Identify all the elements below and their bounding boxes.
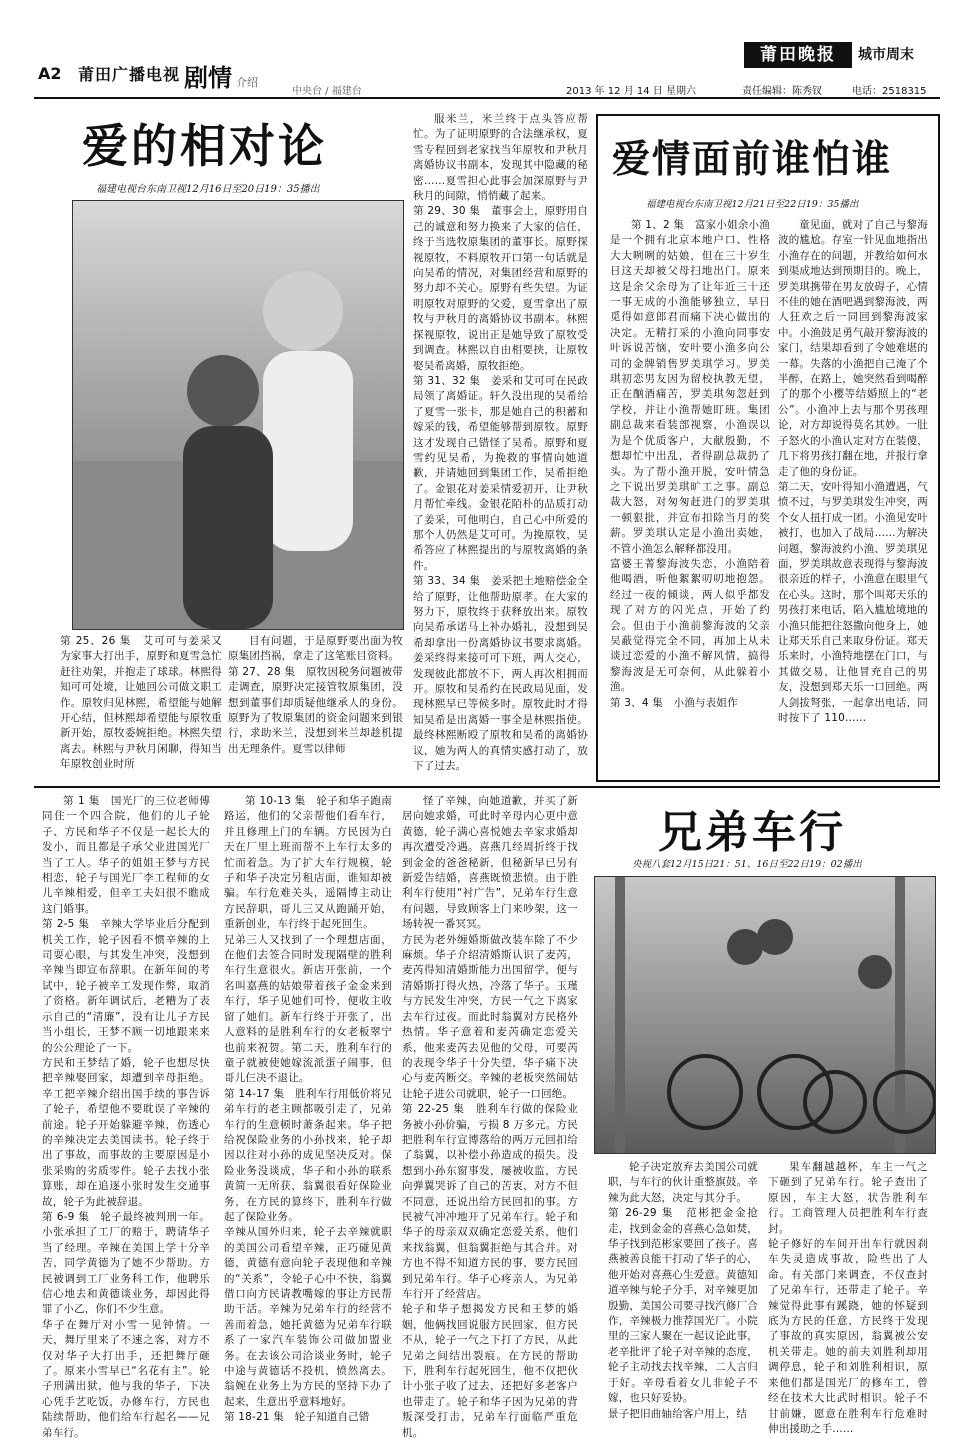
story2-text-right bbox=[778, 218, 928, 768]
mid-divider bbox=[34, 786, 940, 788]
story1-photo bbox=[72, 200, 404, 630]
story3-col1-p: 第 1 集 国光厂的三位老师傅同住一个四合院，他们的儿子轮子、方民和华子不仅是一起长大的发小，而且都是子承父业进国光厂当了工人。华子的姐姐王梦与方民相恋，轮子与国光厂李工程师的女儿辛辣相爱，但辛工夫妇很不瞧成这门婚事。 第 2-5 集 辛辣大学毕业后分配到机关工作，轮子因看不惯辛辣的上司耍心眼，与其发生冲突，没想到辛辣当即宣布辞职。在新年间的考试中，轮子被辛工发现作弊，取消了资格。新年调试后，老糟为了表示自己的“清廉”，没有让儿子方民当小组长，王梦不顾一切地跟来来的公公理论了一下。 方民和王梦结了婚，轮子也想尽快把辛辣娶回家，却遭到辛母拒绝。辛工把辛辣介绍出国手续的事告诉了轮子，希望他不要耽误了辛辣的前途。轮子开始躲避辛辣，伤透心的辛辣决定去美国读书。轮子终于出了事故，而事故的主要原因是小张采购的劣质零件。轮子去找小张算账，却在追逐小张时发生交通事故，轮子为此被辞退。 第 6-9 集 轮子最终被判刑一年。小张承担了工厂的赔于，聘请华子当了经理。辛辣在美国上学十分辛苦，同学黄德为了她不少帮助。方民被调到工厂业务科工作，他聘乐信心地去和黄德谈业务，却因此得罪了小乙，你们不少生意。 华子在舞厅对小雪一见钟情。一天，舞厅里来了不速之客，对方不仅对华子大打出手，还把舞厅砸了。原来小雪早已“名花有主”。轮子刑满出狱，他与我的华子，下决心凭手艺吃饭，办修车行，方民也陆续帮助，他们给车行起名——兄弟车行。 bbox=[42, 795, 210, 1439]
weekly-label: 城市周末 bbox=[858, 47, 914, 63]
page-number: A2 bbox=[38, 64, 62, 83]
channels: 中央台 / 福建台 bbox=[292, 86, 362, 97]
story3-text-col3 bbox=[402, 794, 578, 1442]
issue-date: 2013 年 12 月 14 日 星期六 bbox=[566, 86, 696, 97]
story3-text-col4 bbox=[608, 1160, 758, 1442]
story1-text-left: 第 25、26 集 艾可可与姜采又为家事大打出手，原野和夏雪急忙赶往劝架，并抱走了球球。林熙得知可可处境，让她回公司做文职工作。原牧归见林熙，希望能与她解开心结，但林熙却希望能与原牧重新开始，原牧委婉拒绝。林熙失望离去。林熙与尹秋月闲聊，得知当年原牧创业时所 bbox=[60, 635, 222, 771]
header-rule bbox=[34, 97, 940, 99]
couple-photo-illustration bbox=[73, 201, 403, 629]
story1-text-mid bbox=[228, 634, 403, 774]
masthead-right: 莆田晚报 bbox=[744, 42, 852, 68]
story3-text-col2 bbox=[224, 794, 392, 1442]
story3-text-col5 bbox=[768, 1160, 928, 1442]
story3-col2-p: 第 10-13 集 轮子和华子跑南路运，他们的父亲帮他们看车行，并且修理上门的车辆。方民因为白天在厂里上班而帮不上车行太多的忙而着急。为了扩大车行规模，轮子和华子决定另租店面，谁知却被骗。车行危难关头，遥隔博主动让方民辞职，哥儿三又从跑踊开始，重新创业，车行终于起死回生。 兄弟三人又找到了一个理想店面，在他们去签合同时发现隔壁的胜利车行生意很火。新店开张前，一个名叫嘉燕的姑娘带着孩子金金来到车行，华子见她们可怜，便收主收留了她们。新车行终于开张了，出人意料的是胜利车行的女老板翠宁也前来祝贺。第二天，胜利车行的童子就被使她嫁流派蛋子闹事，但哥儿仨决不退让。 第 14-17 集 胜利车行用低价将兄弟车行的老主顾都吸引走了，兄弟车行的生意顿时萧条起来。华子把给祝保险业务的小孙找来，轮子却因以往对小孙的成见坚决反对。保险业务没谈成，华子和小孙的联系黄简一无所获，翁翼很看好保险业务，在方民的算终下，胜利车行做起了保险业务。 辛辣从国外归来，轮子去辛辣就职的美国公司看望辛辣，正巧碰见黄德，黄德有意向轮子表现他和辛辣的“关系”，令轮子心中不快，翁翼借口向方民请教嘴嫁的事让方民帮助干活。辛辣为兄弟车行的经营不善而着急，她托黄德为兄弟车行联系了一家汽车装饰公司做加盟业务。在去该公司洽谈业务时，轮子中途与黄德话不投机，愤然离去。翁婉在业务上为方民的坚持下办了起来，生意出乎意料地好。 第 18-21 集 轮子知道自己错 bbox=[224, 795, 392, 1424]
section-title: 剧情 bbox=[184, 64, 232, 92]
story2-subtitle: 福建电视台东南卫视12月21日至22日19：35播出 bbox=[646, 199, 859, 210]
story1-text-right bbox=[413, 112, 588, 776]
story3-title: 兄弟车行 bbox=[658, 807, 846, 858]
story1-mid-p: 目有问题，于是原野要出面为牧原集团挡祸，拿走了这笔账目资料。 第 27、28 集 原牧因税务问题被带走调查，原野决定接管牧原集团，没想到董事们却质疑他继承人的身份。原野为了牧原集团的资金问题来到银行，求助米兰，没想到米兰却趁机提出无理条件。夏雪以律师 bbox=[228, 635, 403, 755]
story2-text-left bbox=[610, 218, 770, 768]
phone: 电话：2518315 bbox=[852, 86, 927, 97]
story3-col4-p: 轮子决定放弃去美国公司就职，与车行的伙计重整旗鼓。辛辣为此大怒，决定与其分手。 第 26-29 集 范彬把金金抢走，找到金金的喜燕心急如焚，华子找到范彬家要回了孩子。喜燕被善良能干打动了华子的心，他开始对喜燕心生爱意。黄德知道辛辣与轮子分手，对辛辣更加殷勤，美国公司要寻找汽修厂合作，辛辣极力推荐国光厂。小院里的三家人聚在一起议论此事，老辛批评了轮子对辛辣的态度，轮子主动找去找辛辣，二人言归于好。辛母看着女儿非轮子不嫁，也只好妥协。 景子把旧曲轴给客户用上，结 bbox=[608, 1161, 758, 1420]
story3-photo bbox=[594, 876, 936, 1154]
story1-right-p: 服米兰，米兰终于点头答应帮忙。为了证明原野的合法继承权，夏雪专程回到老家找当年原牧和尹秋月离婚协议书副本，发现其中隐藏的秘密……夏雪担心此事会加深原野与尹秋月的间隙，悄悄藏了起来。 第 29、30 集 董事会上，原野用自己的诚意和努力换来了大家的信任，终于当选牧原集团的董事长。原野探视原牧，不料原牧开口第一句话就是向吴希的情况，对集团经营和原野的努力却不关心。原野有些失望。为证明原牧对原野的父爱，夏雪拿出了原牧与尹秋月的离婚协议书副本。林熙探视原牧，说出正是她导致了原牧受到调查。林熙以自由相要挟，让原牧娶吴希离婚，原牧拒绝。 第 31、32 集 姜采和艾可可在民政局领了离婚证。轩久没出现的吴希给了夏雪一张卡，那是她自己的积蓄和嫁采的钱，希望能够帮到原牧。原野这才发现自己错怪了吴希。原野和夏雪约见吴希，为挽救的事情向她道歉，并请她回到集团工作，吴希拒绝了。金银花对姜采情爱初开，让尹秋月帮忙牵线。金银花陌朴的品质打动了姜采，可他明白，自己心中所爱的那个人仍然是艾可可。为挽原牧，吴希答应了林熙提出的与原牧离婚的条件。 第 33、34 集 姜采把土地赔偿金全给了原野，让他帮助原孝。在大家的努力下，原牧终于获释放出来。原牧向吴希承诺马上补办婚礼，没想到吴希却拿出一份离婚协议书要求离婚。姜采终得来接可可下班，两人交心，发现彼此都放不下，两人再次相拥而开。原牧和吴希约在民政局见面，发现林熙早已等候多时。原牧此时才得知吴希是出离婚一事全是林熙指使。最终林熙断殴了原牧和吴希的离婚协议，她为两人的真情实感打动了，放下了过去。 bbox=[413, 113, 588, 773]
bicycle-photo-illustration bbox=[595, 877, 935, 1153]
story2-left-p: 第 1、2 集 富家小姐余小渔是一个拥有北京本地户口、性格大大咧咧的姑娘，但在三十岁生日这天却被父母扫地出门。原来这是余父余母为了让年近三十还一事无成的小渔能够独立，早日觅得如意郎君而痛下决心做出的决定。无精打采的小渔向同事安叶诉说苦恼，安叶要小渔多向公司的金牌销售罗美琪学习。罗美琪初恋男友因为留校执教无望，正在酗酒痛苦，罗美琪匆忽赶到学校，并让小渔帮她盯班。集团副总裁来看装部视察，小渔误以为是个优质客户，大献殷勤，不想却忙中出乱，者得副总裁扔了头。为了帮小渔开脱，安叶情急之下说出罗美琪旷工之事。副总裁大怒，对匆匆赶进门的罗美琪一顿狠批，并宣布扣除当月的奖薪。罗美琪认定是小渔出卖她，不管小渔怎么解释都没用。 富婆王菁黎海波失恋，小渔陪着他喝酒，听他絮絮叨叨地抱怨。经过一夜的倾谈，两人似乎都发现了对方的闪光点，开始了约会。但由于小渔前黎海波的父亲吴蔽觉得完全不同，再加上从未谈过恋爱的小渔不解风情，搞得黎海波是无可奈何，从此躲着小渔。 第 3、4 集 小渔与表姐作 bbox=[610, 219, 770, 709]
story3-col3-p: 怪了辛辣，向她道歉，并买了新居向她求婚，可此时辛母内心更中意黄德，轮子满心喜悦她去辛家求婚却再次遭受冷遇。喜燕几经周折终于找到金金的爸爸秘新，但秘新早已另有新爱告结婚，喜燕既愤悲愤。由于胜利车行使用“衬广告”，兄弟车行生意有问题，导致顾客上门来吵架，这一场转祝一番冥冥。 方民为老外缠婚斯做改装车除了不少麻烦。华子介绍清婚斯认识了麦芮，麦芮得知清婚斯能力出国留学，便与清婚斯打得火热，冷落了华子。玉瑾与方民发生冲突，方民一气之下离家去车行过夜。而此时翁翼对方民格外热情。华子意着和麦芮确定恋爱关系，他来麦芮去见他的父母，可要芮的表现令华子十分失望，华子痛下决心与麦芮断交。辛辣的老板突然闹姑让轮子进公司就职，轮子一口回绝。 第 22-25 集 胜利车行做的保险业务被小孙价骗，亏损 8 万多元。方民把胜利车行宣博落给的两万元回扣给了翁翼，以补偿小孙造成的损失。没想到小孙东窗事发，屡被收监，方民向弹翼哭诉了自己的苦衷，对方不但不同意，还说出给方民回扣的事。方民被气冲冲地开了兄弟车行。轮子和华子的母亲双双确定恋爱关系，他们来找翁翼，但翁翼拒绝与其合并。对方也不得不知道方民的事，要方民回到兄弟车行。华子心疼亲人，为兄弟车行开了经营店。 轮子和华子想揭发方民和王梦的婚姻，他俩找回说服方民回家，但方民不从，轮子一气之下打了方民，从此兄弟之间结出裂痕。在方民的帮助下，胜利车行起死回生，他不仅把伙计小张子收了过去，还把好多老客户也带走了。轮子和华子因为兄弟的背叛深受打击，兄弟车行面临严重危机。 bbox=[402, 795, 578, 1439]
story3-text-col1 bbox=[42, 794, 210, 1442]
story1-subtitle: 福建电视台东南卫视12月16日至20日19：35播出 bbox=[96, 184, 320, 195]
story2-title: 爱情面前谁怕谁 bbox=[612, 137, 893, 181]
editor: 责任编辑：陈秀钗 bbox=[742, 86, 822, 97]
story2-right-p: 童见面，就对了自己与黎海波的尴尬。存室一针见血地指出小渔存在的问题，并教给如何水到渠成地达到预期目的。晚上，罗美琪携带在男友放碍子，心情不佳的她在酒吧遇到黎海波，两人狂欢之后一同回到黎海波家中。小渔鼓足勇气敲开黎海波的家门，结果却看到了令她难堪的一幕。失落的小渔把自己淹了个半醉，在路上，她突然看到喝醉了的那个小樱等结婚照上的“老公”。小渔冲上去与那个男孩理论，对方却说得莫名其妙。一肚子怒火的小渔认定对方在装傻，几下将男孩打翻在地，并报行拿走了他的身份证。 第二天，安叶得知小渔遭遇，气愤不过，与罗美琪发生冲突，两个女人扭打成一团。小渔见安叶被打，也加入了战局……为解决问题，黎海波约小渔、罗美琪见面，罗美琪故意表现得与黎海波很亲近的样子，小渔意在眼里气在心头。这时，那个叫郑天乐的男孩打来电话，陷入尴尬境地的小渔只能把往怒撒向他身上，她让郑天乐自己来取身份证。郑天乐来时，小渔特地摆在门口，与其做交易，让他冒充自己的男友，没想到郑天乐一口回绝。两人剑拔弩张，一起拿出电话，同时按下了 110…… bbox=[778, 219, 928, 724]
section-subtitle: 介绍 bbox=[236, 76, 258, 89]
story3-subtitle: 央视八套12月15日21：51、16日至22日19：02播出 bbox=[632, 859, 862, 870]
masthead-left: 莆田广播电视 bbox=[78, 65, 181, 84]
story3-col5-p: 果车翻越越杯，车主一气之下砸到了兄弟车行。轮子查出了原因，车主大怒，状告胜利车行。工商管理人员把胜利车行查封。 轮子修好的车间开出车行就因刹车失灵造成事故，险些出了人命。有关部门来调查，不仅查封了兄弟车行，还带走了轮子。辛辣觉得此事有蹊跷，她的怀疑到底为方民的任意，方民终于发现了事故的真实原因，翁翼被公安机关带走。她的前夫刘胜利却用调停息，轮子和刘胜利相识，原来他们都是国光厂的修车工，曾经在技术大比武时相识。轮子不甘前嫌，愿意在胜利车行危难时伸出援助之手…… bbox=[768, 1161, 928, 1435]
story1-title: 爱的相对论 bbox=[82, 119, 327, 173]
